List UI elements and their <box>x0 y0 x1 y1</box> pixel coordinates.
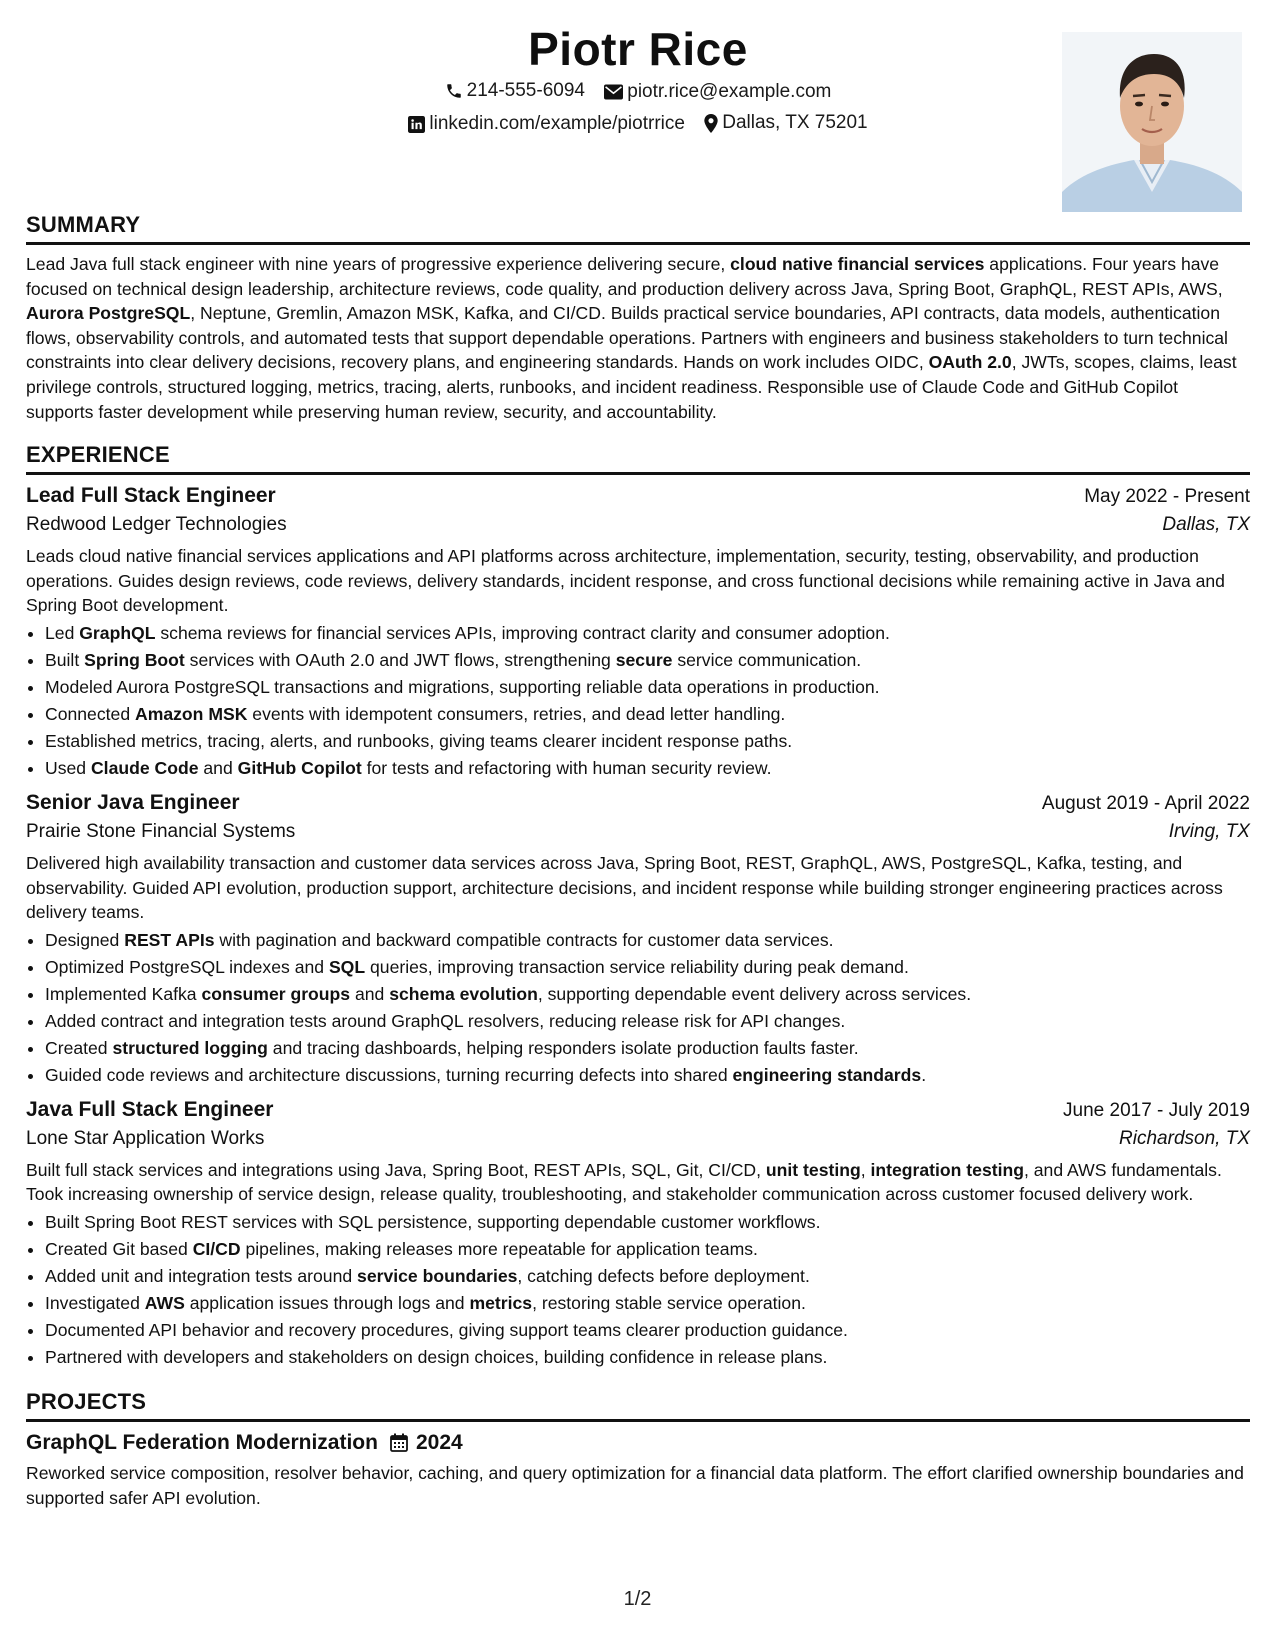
emphasis-text: OAuth 2.0 <box>928 352 1012 373</box>
phone-contact <box>445 80 585 102</box>
body-text: Connected <box>45 703 135 724</box>
emphasis-text: cloud native financial services <box>730 254 985 274</box>
body-text: application issues through logs and <box>184 1292 470 1313</box>
job-bullets <box>26 927 1250 1089</box>
phone-icon <box>445 82 467 100</box>
job-description <box>26 1158 1250 1207</box>
bullet-item <box>45 1062 1250 1089</box>
job-description <box>26 544 1250 618</box>
emphasis-text: REST APIs <box>124 929 215 950</box>
body-text: Implemented Kafka <box>45 983 202 1004</box>
emphasis-text: consumer groups <box>201 983 351 1004</box>
body-text: Lead Java full stack engineer with nine years of progressive experience delivering secure, <box>26 254 731 274</box>
job-dates: May 2022 - Present <box>1084 486 1250 508</box>
bullet-item <box>45 954 1250 981</box>
job-header-row <box>26 484 1250 508</box>
body-text: Documented API behavior and recovery procedures, giving support teams clearer production guidance. <box>45 1319 848 1340</box>
emphasis-text: AWS <box>144 1292 185 1313</box>
bullet-item <box>45 620 1250 647</box>
emphasis-text: secure <box>615 649 673 670</box>
job-company: Prairie Stone Financial Systems <box>26 820 296 842</box>
linkedin-url[interactable]: linkedin.com/example/piotrrice <box>429 113 685 134</box>
job-entry <box>26 484 1250 782</box>
body-text: applications. Four years have focused on technical design leadership, architecture reviews, code quality, and production delivery across Java, Spring Boot, GraphQL, REST APIs, AWS, <box>26 254 1223 299</box>
body-text: service communication. <box>672 649 862 670</box>
project-list <box>26 1431 1250 1510</box>
summary-heading: SUMMARY <box>26 212 1250 245</box>
bullet-item <box>45 1008 1250 1035</box>
body-text: Led <box>45 622 80 643</box>
body-text: Used <box>45 757 91 778</box>
linkedin-icon <box>408 116 429 133</box>
experience-section <box>26 442 1250 1371</box>
resume-header <box>26 0 1250 212</box>
body-text: Added unit and integration tests around <box>45 1265 358 1286</box>
project-name: GraphQL Federation Modernization <box>26 1430 378 1454</box>
job-company-row <box>26 821 1250 843</box>
body-text: queries, improving transaction service reliability during peak demand. <box>365 956 909 977</box>
job-dates: June 2017 - July 2019 <box>1063 1099 1250 1121</box>
envelope-icon <box>604 84 627 100</box>
job-list <box>26 484 1250 1371</box>
job-dates: August 2019 - April 2022 <box>1041 792 1250 814</box>
summary-text <box>26 252 1250 424</box>
bullet-item <box>45 1317 1250 1344</box>
body-text: pipelines, making releases more repeatable for application teams. <box>240 1238 758 1259</box>
email-contact <box>604 81 831 103</box>
body-text: , and AWS fundamentals. Took increasing ownership of service design, release quality, troubleshooting, and stakeholder communication across customer focused delivery work. <box>26 1159 1222 1205</box>
body-text: , catching defects before deployment. <box>517 1265 810 1286</box>
body-text: Partnered with developers and stakeholders on design choices, building confidence in release plans. <box>45 1346 828 1367</box>
bullet-item <box>45 701 1250 728</box>
bullet-item <box>45 1035 1250 1062</box>
bullet-item <box>45 1209 1250 1236</box>
location-contact <box>704 112 867 134</box>
candidate-name: Piotr Rice <box>528 23 748 75</box>
bullet-item <box>45 981 1250 1008</box>
job-location: Irving, TX <box>1168 820 1250 842</box>
emphasis-text: CI/CD <box>192 1238 241 1259</box>
body-text: , JWTs, scopes, claims, least privilege controls, structured logging, metrics, tracing, alerts, runbooks, and incident readiness. Responsible use of Claude Code and GitHub Copilot supports faster development while preserving human review, security, and accountability. <box>26 352 1237 422</box>
emphasis-text: structured logging <box>112 1037 268 1058</box>
body-text: . <box>921 1064 927 1085</box>
bullet-item <box>45 728 1250 755</box>
emphasis-text: service boundaries <box>357 1265 518 1286</box>
job-title: Lead Full Stack Engineer <box>26 484 276 508</box>
bullet-item <box>45 755 1250 782</box>
body-text: and tracing dashboards, helping responders isolate production faults faster. <box>267 1037 859 1058</box>
body-text: Created Git based <box>45 1238 193 1259</box>
job-company: Redwood Ledger Technologies <box>26 514 287 536</box>
emphasis-text: SQL <box>328 956 366 977</box>
project-year: 2024 <box>415 1430 463 1454</box>
emphasis-text: integration testing <box>870 1159 1024 1180</box>
job-company: Lone Star Application Works <box>26 1127 265 1149</box>
bullet-item <box>45 1263 1250 1290</box>
emphasis-text: GraphQL <box>79 622 156 643</box>
job-description <box>26 851 1250 925</box>
projects-heading: PROJECTS <box>26 1389 1250 1422</box>
location-text: Dallas, TX 75201 <box>722 112 868 133</box>
job-header-row <box>26 791 1250 815</box>
job-entry <box>26 1098 1250 1371</box>
body-text: , restoring stable service operation. <box>532 1292 806 1313</box>
job-header-row <box>26 1098 1250 1122</box>
body-text: Added contract and integration tests around GraphQL resolvers, reducing release risk for API changes. <box>45 1010 846 1031</box>
job-location: Richardson, TX <box>1119 1127 1250 1149</box>
body-text: , Neptune, Gremlin, Amazon MSK, Kafka, and CI/CD. Builds practical service boundaries, API contracts, data models, authentication flows, observability controls, and automated tests that support dependable operations. Partners with engineers and business stakeholders to turn technical constraints into clear delivery decisions, recovery plans, and engineering standards. Hands on work includes OIDC, <box>26 303 1228 373</box>
resume-page <box>26 0 1250 1510</box>
body-text: and <box>350 983 390 1004</box>
body-text: with pagination and backward compatible contracts for customer data services. <box>214 929 834 950</box>
projects-section <box>26 1389 1250 1510</box>
body-text: Established metrics, tracing, alerts, and runbooks, giving teams clearer incident response paths. <box>45 730 793 751</box>
body-text: Built Spring Boot REST services with SQL persistence, supporting dependable customer workflows. <box>45 1211 821 1232</box>
job-bullets <box>26 620 1250 782</box>
map-pin-icon <box>704 114 722 133</box>
body-text: and <box>198 757 238 778</box>
emphasis-text: Spring Boot <box>84 649 185 670</box>
emphasis-text: GitHub Copilot <box>237 757 362 778</box>
bullet-item <box>45 674 1250 701</box>
body-text: Created <box>45 1037 113 1058</box>
body-text: Investigated <box>45 1292 145 1313</box>
body-text: Modeled Aurora PostgreSQL transactions and migrations, supporting reliable data operations in production. <box>45 676 880 697</box>
bullet-item <box>45 1344 1250 1371</box>
emphasis-text: schema evolution <box>389 983 538 1004</box>
emphasis-text: Claude Code <box>90 757 199 778</box>
experience-heading: EXPERIENCE <box>26 442 1250 475</box>
calendar-icon <box>390 1433 408 1452</box>
job-entry <box>26 791 1250 1089</box>
body-text: Designed <box>45 929 125 950</box>
emphasis-text: metrics <box>469 1292 533 1313</box>
bullet-item <box>45 927 1250 954</box>
bullet-item <box>45 647 1250 674</box>
bullet-item <box>45 1236 1250 1263</box>
linkedin-contact <box>408 113 685 135</box>
email-address[interactable]: piotr.rice@example.com <box>627 81 832 102</box>
project-description: Reworked service composition, resolver behavior, caching, and query optimization for a financial data platform. The effort clarified ownership boundaries and supported safer API evolution. <box>26 1462 1244 1508</box>
body-text: events with idempotent consumers, retries, and dead letter handling. <box>247 703 786 724</box>
job-title: Java Full Stack Engineer <box>26 1097 274 1121</box>
summary-section <box>26 212 1250 424</box>
profile-photo <box>1062 32 1242 212</box>
body-text: Built <box>45 649 85 670</box>
emphasis-text: engineering standards <box>732 1064 922 1085</box>
job-bullets <box>26 1209 1250 1371</box>
job-title: Senior Java Engineer <box>26 790 240 814</box>
emphasis-text: Amazon MSK <box>135 703 248 724</box>
body-text: services with OAuth 2.0 and JWT flows, strengthening <box>184 649 616 670</box>
body-text: schema reviews for financial services APIs, improving contract clarity and consumer adoption. <box>155 622 890 643</box>
body-text: Optimized PostgreSQL indexes and <box>45 956 329 977</box>
body-text: for tests and refactoring with human security review. <box>361 757 772 778</box>
body-text: , <box>860 1159 871 1180</box>
body-text: Leads cloud native financial services applications and API platforms across architecture, implementation, security, testing, observability, and production operations. Guides design reviews, code reviews, delivery standards, incident response, and cross functional decisions while remaining active in Java and Spring Boot development. <box>26 546 1225 616</box>
job-location: Dallas, TX <box>1162 514 1250 536</box>
bullet-item <box>45 1290 1250 1317</box>
body-text: Guided code reviews and architecture discussions, turning recurring defects into shared <box>45 1064 733 1085</box>
project-entry <box>26 1431 1250 1510</box>
body-text: , supporting dependable event delivery across services. <box>537 983 972 1004</box>
job-company-row <box>26 514 1250 536</box>
project-header <box>26 1431 1250 1455</box>
job-company-row <box>26 1128 1250 1150</box>
body-text: Built full stack services and integrations using Java, Spring Boot, REST APIs, SQL, Git, CI/CD, <box>26 1159 766 1180</box>
emphasis-text: Aurora PostgreSQL <box>26 303 191 324</box>
emphasis-text: unit testing <box>765 1159 861 1180</box>
page-number: 1/2 <box>623 1588 652 1610</box>
phone-number[interactable]: 214-555-6094 <box>466 80 585 101</box>
body-text: Delivered high availability transaction and customer data services across Java, Spring Boot, REST, GraphQL, AWS, PostgreSQL, Kafka, testing, and observability. Guided API evolution, production support, architecture decisions, and incident response while building stronger engineering practices across delivery teams. <box>26 852 1223 923</box>
